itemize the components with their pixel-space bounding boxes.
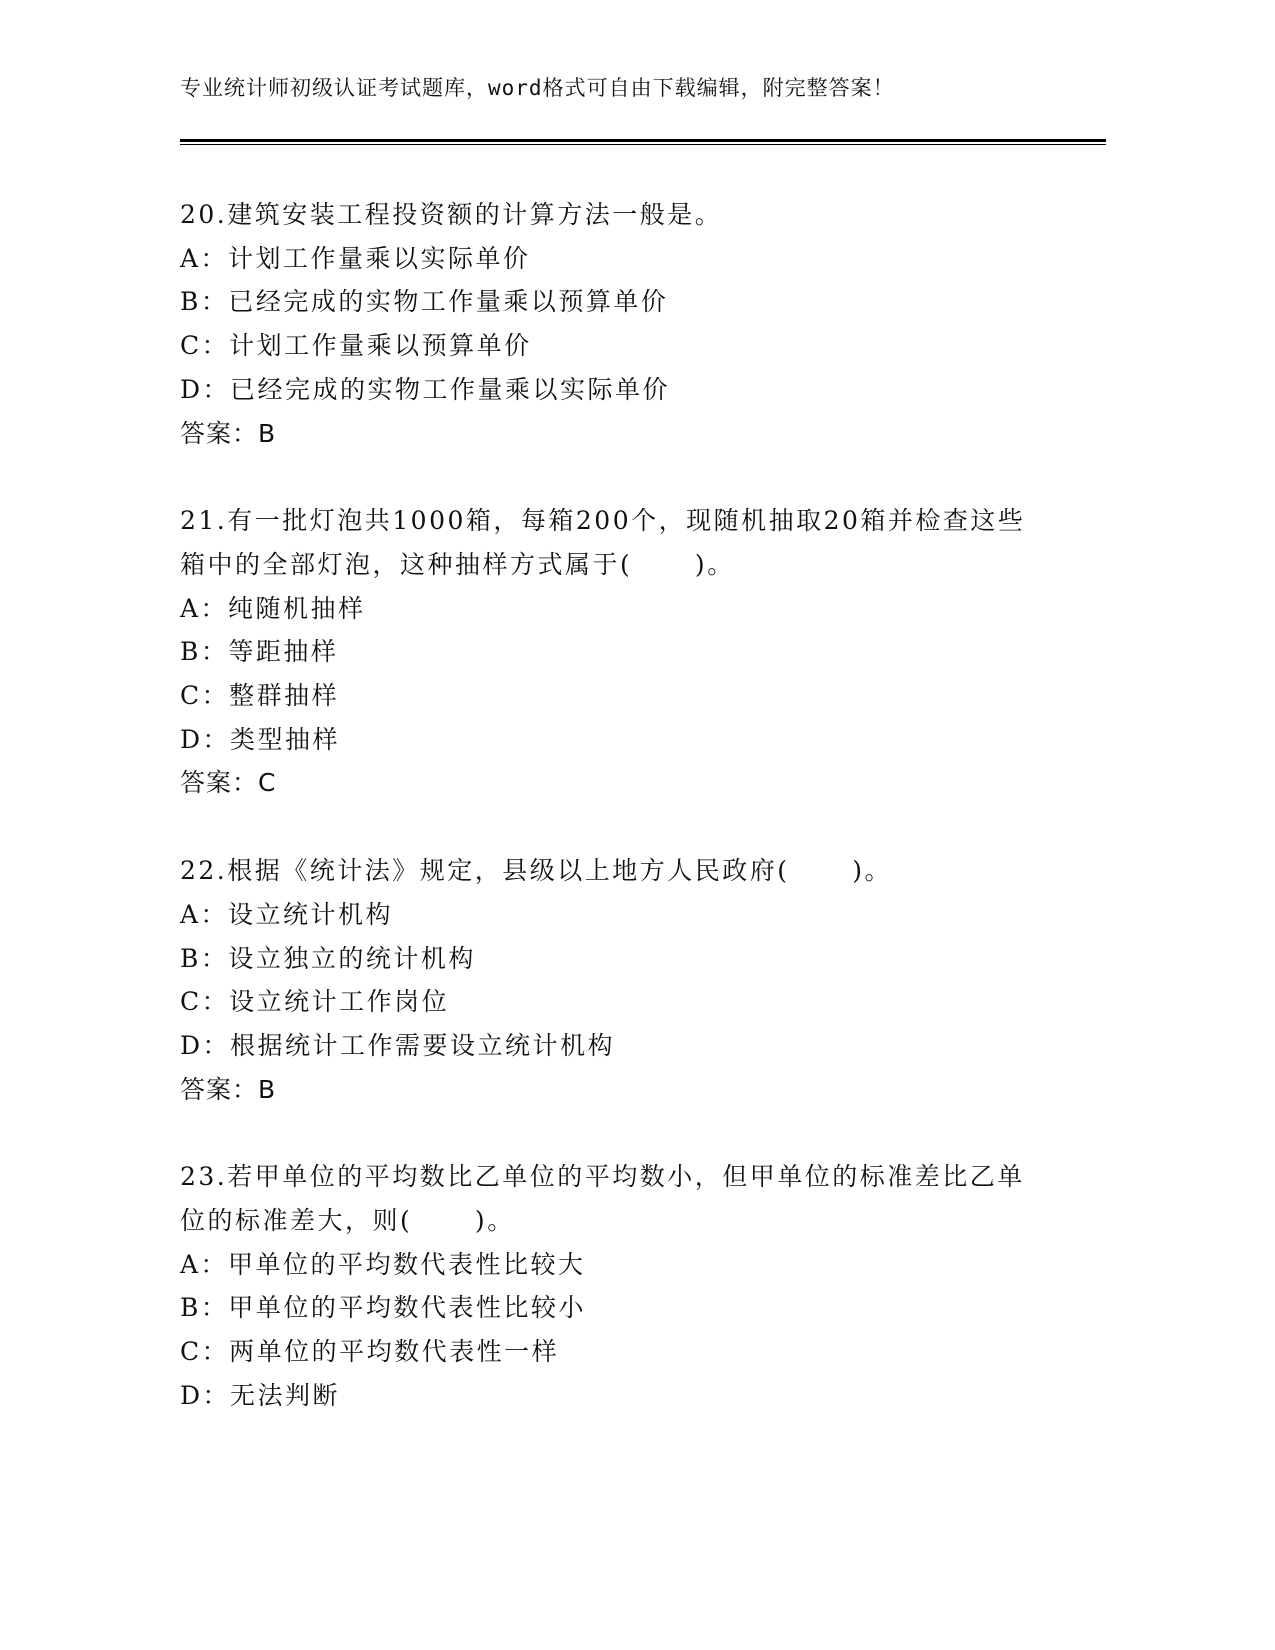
option-c: C：整群抽样	[180, 681, 340, 711]
question-list	[180, 193, 1040, 1462]
answer: 答案：C	[180, 768, 277, 798]
question-stem: 23.若甲单位的平均数比乙单位的平均数小，但甲单位的标准差比乙单	[180, 1162, 1025, 1192]
option-b: B：甲单位的平均数代表性比较小	[180, 1293, 586, 1323]
option-b: B：已经完成的实物工作量乘以预算单价	[180, 287, 669, 317]
option-c: C：设立统计工作岗位	[180, 987, 450, 1017]
option-d: D：根据统计工作需要设立统计机构	[180, 1030, 616, 1060]
option-b: B：等距抽样	[180, 637, 339, 667]
page-header: 专业统计师初级认证考试题库，word格式可自由下载编辑，附完整答案！	[180, 76, 895, 100]
question-stem: 22.根据《统计法》规定，县级以上地方人民政府( )。	[180, 856, 892, 886]
question-22	[180, 849, 1040, 1111]
question-stem: 20.建筑安装工程投资额的计算方法一般是。	[180, 200, 723, 229]
option-d: D：无法判断	[180, 1380, 341, 1410]
answer: 答案：B	[180, 1074, 277, 1104]
header-divider	[180, 139, 1106, 145]
option-c: C：两单位的平均数代表性一样	[180, 1337, 560, 1367]
option-b: B：设立独立的统计机构	[180, 943, 476, 973]
question-stem: 21.有一批灯泡共1000箱，每箱200个，现随机抽取20箱并检查这些	[180, 506, 1026, 536]
option-a: A：计划工作量乘以实际单价	[180, 243, 531, 273]
option-a: A：设立统计机构	[180, 899, 394, 929]
question-21	[180, 499, 1040, 805]
question-stem-continued: 箱中的全部灯泡，这种抽样方式属于( )。	[180, 549, 735, 579]
answer: 答案：B	[180, 418, 277, 448]
question-stem-continued: 位的标准差大，则( )。	[180, 1206, 515, 1236]
option-c: C：计划工作量乘以预算单价	[180, 331, 532, 361]
option-a: A：纯随机抽样	[180, 593, 366, 623]
question-23	[180, 1155, 1040, 1417]
option-d: D：类型抽样	[180, 724, 341, 754]
option-d: D：已经完成的实物工作量乘以实际单价	[180, 374, 671, 404]
question-20	[180, 193, 1040, 455]
option-a: A：甲单位的平均数代表性比较大	[180, 1249, 586, 1279]
